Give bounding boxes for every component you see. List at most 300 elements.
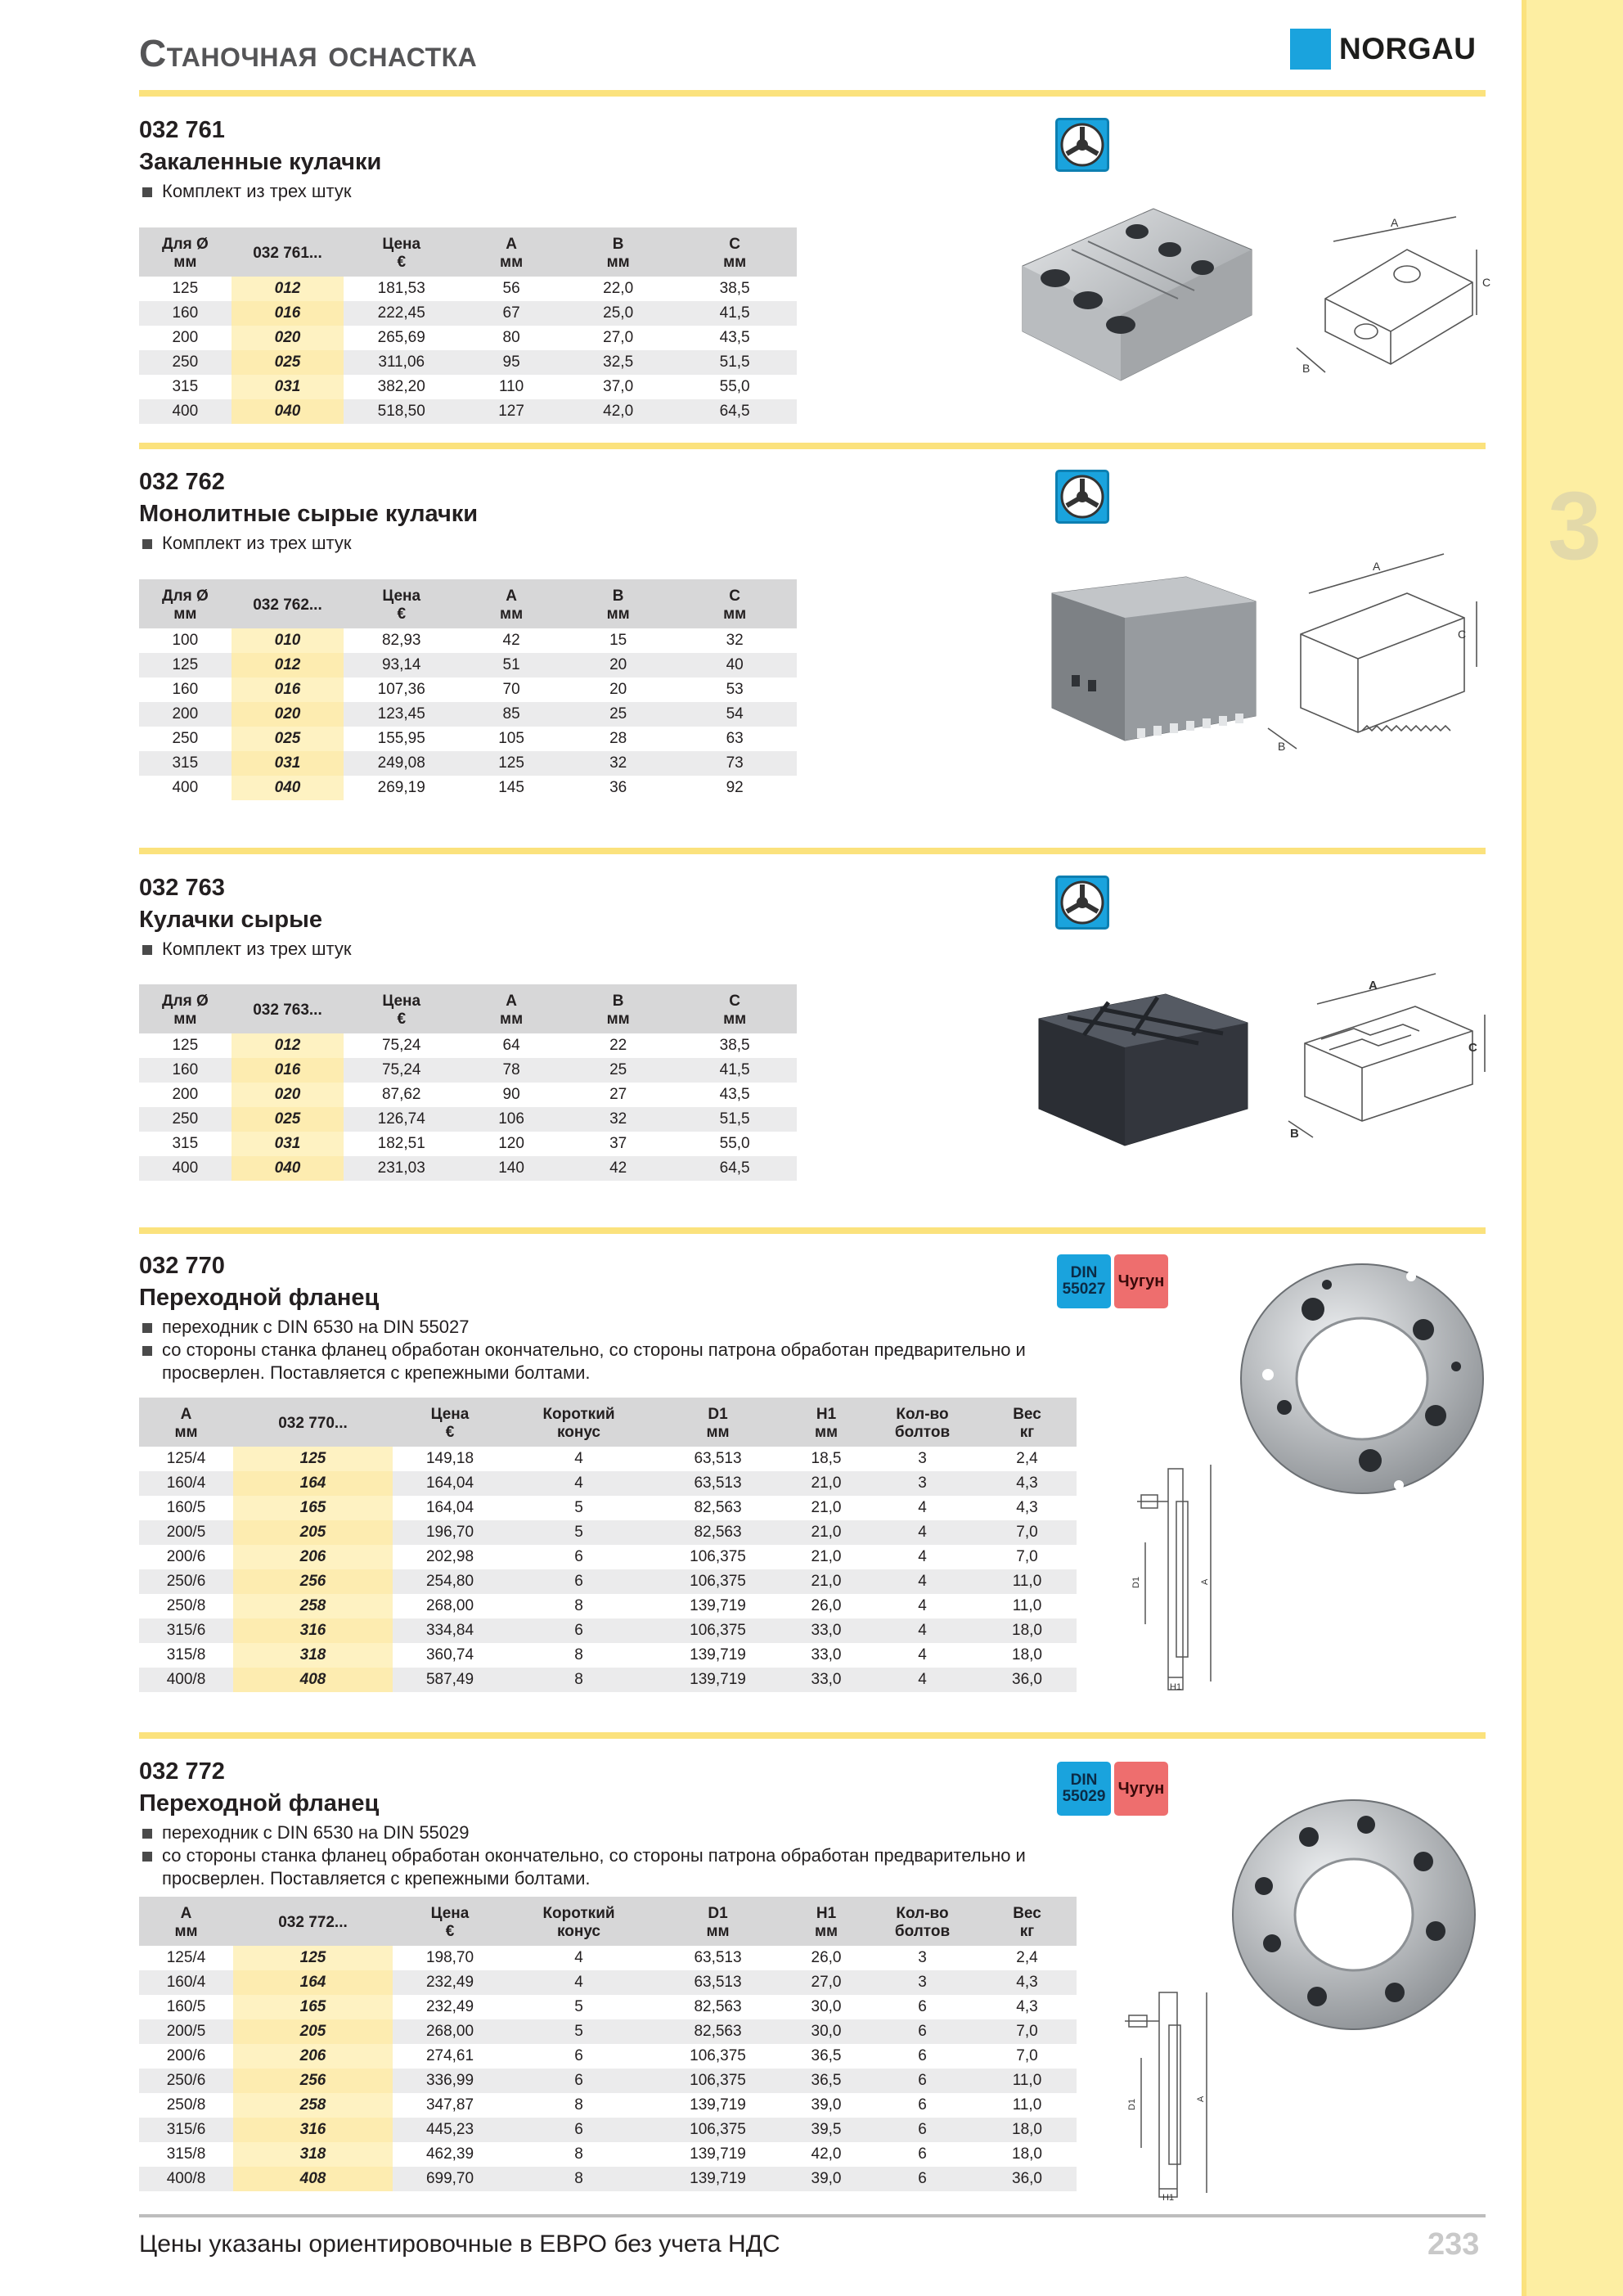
table-cell: 55,0 — [719, 1135, 750, 1152]
table-row — [139, 350, 797, 375]
table-cell: 125/4 — [166, 1450, 206, 1467]
column-header-unit: кг — [1019, 1923, 1035, 1940]
table-cell: 231,03 — [344, 1156, 459, 1181]
table-cell: 18,0 — [978, 2118, 1077, 2142]
table-cell: 6 — [574, 1548, 583, 1565]
table-cell: 42 — [564, 1156, 672, 1181]
column-header — [393, 1398, 507, 1447]
table-cell: 41,5 — [672, 301, 797, 326]
table-cell: 105 — [498, 730, 524, 747]
table-cell: 27 — [609, 1086, 627, 1103]
table-cell: 36,5 — [811, 2047, 842, 2064]
table-cell: 92 — [726, 779, 744, 796]
table-cell: 30,0 — [785, 2019, 867, 2044]
table-cell: 200/5 — [139, 2019, 233, 2044]
table-cell: 87,62 — [381, 1086, 421, 1103]
table-row — [139, 326, 797, 350]
table-cell: 70 — [502, 681, 520, 698]
table-cell: 67 — [459, 301, 564, 326]
hardened-jaws-drawing — [1276, 209, 1497, 393]
table-cell: 55,0 — [719, 378, 750, 395]
column-header-unit: болтов — [894, 1424, 951, 1441]
table-cell: 25 — [564, 702, 672, 727]
column-header-unit: мм — [174, 1923, 198, 1940]
column-header-unit: мм — [500, 1011, 524, 1028]
table-cell: 311,06 — [344, 350, 459, 375]
table-cell: 37,0 — [603, 378, 634, 395]
table-cell: 202,98 — [425, 1548, 474, 1565]
table-cell: 93,14 — [344, 653, 459, 678]
column-header-unit: мм — [814, 1424, 838, 1441]
order-code-cell: 040 — [232, 776, 344, 800]
table-cell: 125 — [172, 280, 199, 297]
column-header — [459, 227, 564, 277]
section-separator — [139, 443, 1486, 449]
column-header-unit: мм — [606, 254, 630, 271]
table-row — [139, 2044, 1077, 2069]
chapter-number: 3 — [1548, 472, 1602, 580]
column-header — [867, 1897, 978, 1946]
table-row — [139, 1520, 1077, 1545]
table-cell: 106,375 — [650, 2118, 785, 2142]
table-cell: 7,0 — [1016, 2047, 1038, 2064]
table-cell: 5 — [507, 1520, 650, 1545]
column-header — [672, 984, 797, 1033]
brand-logo — [1290, 28, 1476, 70]
table-cell: 32,5 — [564, 350, 672, 375]
product-section-032761 — [139, 116, 381, 203]
table-cell: 125 — [139, 653, 232, 678]
article-number: 032 762 — [139, 469, 225, 495]
spec-table-032763 — [139, 984, 797, 1181]
order-code-cell: 025 — [232, 350, 344, 375]
order-code-cell: 205 — [233, 2019, 393, 2044]
table-cell: 110 — [498, 378, 524, 395]
table-cell: 26,0 — [811, 1597, 842, 1614]
table-row — [139, 399, 797, 424]
column-header-label: Кол-во — [896, 1406, 949, 1423]
column-header — [507, 1897, 650, 1946]
table-cell: 315 — [172, 378, 199, 395]
table-cell: 139,719 — [690, 1646, 746, 1663]
table-row — [139, 1447, 1077, 1471]
column-header-unit: мм — [500, 606, 524, 623]
table-cell: 6 — [867, 2167, 978, 2191]
table-cell: 250 — [139, 350, 232, 375]
column-header-label: Короткий — [542, 1905, 615, 1922]
table-cell: 63 — [726, 730, 744, 747]
din-number: 55027 — [1062, 1281, 1106, 1298]
table-cell: 149,18 — [425, 1450, 474, 1467]
column-header-unit: мм — [606, 1011, 630, 1028]
table-cell: 8 — [574, 2145, 583, 2163]
table-cell: 250/8 — [166, 1597, 206, 1614]
section-title: Переходной фланец — [139, 1285, 380, 1311]
column-header-label: B — [612, 993, 624, 1010]
page-title: Станочная оснастка — [139, 32, 478, 74]
table-cell: 6 — [918, 2145, 927, 2163]
table-row — [139, 628, 797, 653]
column-header-label: A — [506, 236, 517, 253]
table-cell: 42 — [502, 632, 520, 649]
table-cell: 8 — [574, 1597, 583, 1614]
column-header — [344, 227, 459, 277]
order-code-cell: 025 — [232, 727, 344, 751]
table-cell: 90 — [502, 1086, 520, 1103]
hardened-jaws-photo — [1006, 192, 1276, 409]
din-standard-badge — [1057, 1254, 1111, 1308]
table-row — [139, 1995, 1077, 2019]
table-cell: 250/6 — [139, 1569, 233, 1594]
table-cell: 400/8 — [139, 1668, 233, 1692]
section-separator — [139, 848, 1486, 854]
column-header — [867, 1398, 978, 1447]
column-header-label: Цена — [382, 993, 421, 1010]
table-cell: 8 — [574, 2096, 583, 2114]
section-title: Переходной фланец — [139, 1790, 380, 1817]
table-cell: 200/6 — [166, 2047, 206, 2064]
column-header-unit: € — [397, 606, 407, 623]
table-cell: 145 — [498, 779, 524, 796]
table-cell: 27,0 — [785, 1970, 867, 1995]
column-header-label: D1 — [708, 1406, 728, 1423]
column-header-unit: € — [445, 1424, 455, 1441]
column-header-unit: мм — [500, 254, 524, 271]
table-cell: 21,0 — [811, 1499, 842, 1516]
section-separator — [139, 90, 1486, 97]
section-title: Закаленные кулачки — [139, 149, 382, 175]
table-cell: 200 — [172, 329, 199, 346]
table-cell: 160/4 — [139, 1970, 233, 1995]
table-cell: 4,3 — [978, 1970, 1077, 1995]
table-cell: 6 — [867, 2019, 978, 2044]
column-header — [672, 579, 797, 628]
column-header-unit: € — [397, 254, 407, 271]
table-cell: 4 — [918, 1548, 927, 1565]
order-code-cell: 012 — [232, 653, 344, 678]
section-separator — [139, 1732, 1486, 1739]
table-row — [139, 2142, 1077, 2167]
table-cell: 4,3 — [978, 1471, 1077, 1496]
table-cell: 198,70 — [425, 1949, 474, 1966]
column-header — [233, 1398, 393, 1447]
column-header-unit: € — [397, 1011, 407, 1028]
table-cell: 5 — [574, 1499, 583, 1516]
dimension-label: A — [1196, 2096, 1206, 2102]
product-section-032763 — [139, 874, 351, 961]
order-code-cell: 165 — [233, 1496, 393, 1520]
article-number: 032 761 — [139, 117, 225, 143]
column-header-unit: мм — [723, 1011, 747, 1028]
table-row — [139, 1496, 1077, 1520]
table-cell: 315 — [139, 751, 232, 776]
column-header — [139, 579, 232, 628]
column-header-unit: конус — [556, 1923, 600, 1940]
table-cell: 139,719 — [650, 2167, 785, 2191]
dimension-label: C — [1482, 276, 1491, 289]
section-title: Монолитные сырые кулачки — [139, 501, 479, 527]
column-header — [139, 227, 232, 277]
order-code-cell: 258 — [233, 2093, 393, 2118]
table-cell: 42,0 — [811, 2145, 842, 2163]
order-code-cell: 316 — [233, 1618, 393, 1643]
table-cell: 6 — [867, 2069, 978, 2093]
adapter-flange-55027-photo — [1235, 1252, 1489, 1506]
table-cell: 400/8 — [139, 2167, 233, 2191]
table-cell: 106,375 — [650, 1618, 785, 1643]
table-row — [139, 1156, 797, 1181]
table-cell: 39,0 — [785, 2167, 867, 2191]
order-code-cell: 031 — [232, 1132, 344, 1156]
column-header-label: Цена — [382, 236, 421, 253]
table-cell: 315/6 — [139, 1618, 233, 1643]
table-cell: 315/6 — [139, 2118, 233, 2142]
column-header-label: 032 770... — [278, 1415, 348, 1432]
table-row — [139, 1946, 1077, 1970]
column-header — [564, 227, 672, 277]
column-header-label: C — [729, 993, 740, 1010]
order-code-cell: 318 — [233, 1643, 393, 1668]
table-cell: 63,513 — [694, 1450, 742, 1467]
table-cell: 37 — [609, 1135, 627, 1152]
logo-text: NORGAU — [1339, 32, 1477, 65]
table-cell: 11,0 — [978, 2069, 1077, 2093]
product-section-032762 — [139, 468, 478, 555]
table-cell: 400 — [139, 399, 232, 424]
table-row — [139, 2167, 1077, 2191]
order-code-cell: 258 — [233, 1594, 393, 1618]
bullet-item: Комплект из трех штук — [139, 938, 351, 961]
table-cell: 3 — [918, 1450, 927, 1467]
table-row — [139, 678, 797, 702]
column-header-label: Кол-во болтов — [894, 1905, 951, 1940]
table-cell: 85 — [459, 702, 564, 727]
soft-jaws-photo — [1035, 986, 1256, 1158]
table-cell: 250 — [172, 730, 199, 747]
column-header-label: 032 772... — [278, 1914, 348, 1931]
table-cell: 64,5 — [672, 1156, 797, 1181]
table-cell: 160 — [172, 681, 199, 698]
table-cell: 64,5 — [672, 399, 797, 424]
table-cell: 4,3 — [1016, 1499, 1038, 1516]
column-header-label: Вес — [1013, 1905, 1041, 1922]
order-code-cell: 125 — [233, 1946, 393, 1970]
table-cell: 40 — [672, 653, 797, 678]
table-row — [139, 1058, 797, 1083]
order-code-cell: 206 — [233, 2044, 393, 2069]
table-row — [139, 301, 797, 326]
table-cell: 33,0 — [785, 1668, 867, 1692]
table-row — [139, 1107, 797, 1132]
table-cell: 106,375 — [650, 2069, 785, 2093]
table-cell: 196,70 — [393, 1520, 507, 1545]
column-header-unit: мм — [723, 606, 747, 623]
table-header-row — [139, 1398, 1077, 1447]
table-row — [139, 751, 797, 776]
din-number: 55029 — [1062, 1788, 1106, 1805]
table-cell: 126,74 — [344, 1107, 459, 1132]
table-cell: 4 — [507, 1970, 650, 1995]
table-cell: 250 — [139, 1107, 232, 1132]
table-cell: 36,0 — [978, 1668, 1077, 1692]
table-cell: 5 — [507, 2019, 650, 2044]
table-cell: 382,20 — [377, 378, 425, 395]
table-cell: 4,3 — [1016, 1998, 1038, 2015]
table-cell: 125 — [172, 1037, 199, 1054]
table-cell: 160 — [139, 1058, 232, 1083]
table-cell: 139,719 — [690, 1597, 746, 1614]
column-header — [344, 579, 459, 628]
table-cell: 699,70 — [393, 2167, 507, 2191]
column-header-unit: мм — [706, 1424, 730, 1441]
table-cell: 75,24 — [344, 1058, 459, 1083]
table-row — [139, 1471, 1077, 1496]
table-cell: 6 — [918, 2047, 927, 2064]
table-cell: 518,50 — [344, 399, 459, 424]
table-cell: 8 — [507, 2167, 650, 2191]
column-header-unit: мм — [814, 1923, 838, 1940]
table-cell: 445,23 — [393, 2118, 507, 2142]
table-row — [139, 1643, 1077, 1668]
table-cell: 100 — [172, 632, 199, 649]
din-standard-badge — [1057, 1762, 1111, 1816]
table-cell: 33,0 — [785, 1618, 867, 1643]
table-cell: 4 — [867, 1520, 978, 1545]
cast-iron-badge: Чугун — [1114, 1762, 1168, 1816]
column-header-label: Цена — [382, 588, 421, 605]
table-row — [139, 1594, 1077, 1618]
table-cell: 80 — [502, 329, 520, 346]
table-row — [139, 1083, 797, 1107]
table-cell: 41,5 — [672, 1058, 797, 1083]
table-cell: 54 — [672, 702, 797, 727]
column-header-label: C — [729, 588, 740, 605]
cast-iron-badge: Чугун — [1114, 1254, 1168, 1308]
column-header-label: H1 — [816, 1406, 837, 1423]
dimension-label: D1 — [1127, 2098, 1137, 2110]
table-cell: 4 — [574, 1949, 583, 1966]
column-header — [650, 1398, 785, 1447]
table-row — [139, 2069, 1077, 2093]
table-cell: 6 — [574, 2047, 583, 2064]
table-header-row — [139, 227, 797, 277]
table-cell: 63,513 — [650, 1471, 785, 1496]
table-cell: 164,04 — [393, 1471, 507, 1496]
table-cell: 15 — [609, 632, 627, 649]
table-cell: 32 — [726, 632, 744, 649]
table-cell: 82,93 — [381, 632, 421, 649]
order-code-cell: 040 — [232, 1156, 344, 1181]
table-cell: 38,5 — [719, 280, 750, 297]
order-code-cell: 031 — [232, 375, 344, 399]
order-code-cell: 020 — [232, 326, 344, 350]
table-cell: 43,5 — [719, 329, 750, 346]
table-row — [139, 776, 797, 800]
column-header-label: Цена — [430, 1905, 470, 1922]
column-header-unit: мм — [606, 606, 630, 623]
order-code-cell: 408 — [233, 1668, 393, 1692]
order-code-cell: 318 — [233, 2142, 393, 2167]
table-cell: 232,49 — [393, 1970, 507, 1995]
bullet-item: со стороны станка фланец обработан окончательно, со стороны патрона обработан предварительно и просверлен. Поставляется с крепежными болтами. — [139, 1339, 1063, 1384]
column-header-label: A — [180, 1905, 192, 1922]
table-cell: 274,61 — [425, 2047, 474, 2064]
table-cell: 5 — [574, 1998, 583, 2015]
dimension-label: C — [1458, 628, 1467, 641]
three-jaw-chuck-icon — [1055, 118, 1109, 172]
table-cell: 139,719 — [650, 1668, 785, 1692]
column-header — [232, 579, 344, 628]
dimension-label: B — [1302, 362, 1311, 375]
table-cell: 33,0 — [811, 1646, 842, 1663]
order-code-cell: 206 — [233, 1545, 393, 1569]
dimension-label: A — [1391, 216, 1399, 229]
table-cell: 232,49 — [425, 1998, 474, 2015]
table-cell: 51 — [459, 653, 564, 678]
table-cell: 64 — [502, 1037, 520, 1054]
order-code-cell: 040 — [232, 399, 344, 424]
table-cell: 53 — [726, 681, 744, 698]
table-row — [139, 1569, 1077, 1594]
dimension-label: D1 — [1131, 1576, 1141, 1588]
column-header — [650, 1897, 785, 1946]
table-cell: 82,563 — [694, 1499, 742, 1516]
column-header-label: B — [612, 236, 624, 253]
din-label: DIN — [1070, 1772, 1098, 1789]
table-cell: 18,0 — [1012, 1646, 1042, 1663]
din-label: DIN — [1070, 1264, 1098, 1281]
table-cell: 7,0 — [978, 1520, 1077, 1545]
table-cell: 18,5 — [811, 1450, 842, 1467]
bullet-item: переходник с DIN 6530 на DIN 55029 — [139, 1821, 1063, 1844]
table-cell: 36,5 — [785, 2069, 867, 2093]
article-number: 032 772 — [139, 1758, 225, 1785]
table-cell: 462,39 — [425, 2145, 474, 2163]
table-cell: 18,0 — [1012, 2145, 1042, 2163]
dimension-label: A — [1369, 979, 1378, 993]
table-cell: 21,0 — [785, 1520, 867, 1545]
order-code-cell: 016 — [232, 301, 344, 326]
column-header-label: 032 762... — [253, 597, 322, 614]
order-code-cell: 020 — [232, 1083, 344, 1107]
monolithic-soft-jaws-drawing — [1260, 544, 1489, 773]
table-cell: 269,19 — [377, 779, 425, 796]
dimension-label: B — [1278, 740, 1286, 753]
bullet-item: Комплект из трех штук — [139, 532, 478, 555]
table-cell: 28 — [609, 730, 627, 747]
table-cell: 164,04 — [425, 1499, 474, 1516]
column-header — [978, 1398, 1077, 1447]
adapter-flange-55027-drawing — [1121, 1452, 1227, 1698]
table-cell: 120 — [498, 1135, 524, 1152]
table-cell: 200 — [139, 702, 232, 727]
order-code-cell: 012 — [232, 1033, 344, 1058]
table-row — [139, 375, 797, 399]
table-header-row — [139, 1897, 1077, 1946]
table-cell: 400 — [172, 779, 199, 796]
table-row — [139, 277, 797, 301]
dimension-label: H1 — [1170, 1682, 1182, 1692]
column-header — [564, 984, 672, 1033]
table-cell: 6 — [507, 2069, 650, 2093]
table-cell: 4 — [918, 1499, 927, 1516]
dimension-label: A — [1200, 1578, 1210, 1585]
table-cell: 6 — [507, 1618, 650, 1643]
column-header — [139, 984, 232, 1033]
table-cell: 125/4 — [166, 1949, 206, 1966]
table-cell: 249,08 — [344, 751, 459, 776]
table-cell: 42,0 — [564, 399, 672, 424]
